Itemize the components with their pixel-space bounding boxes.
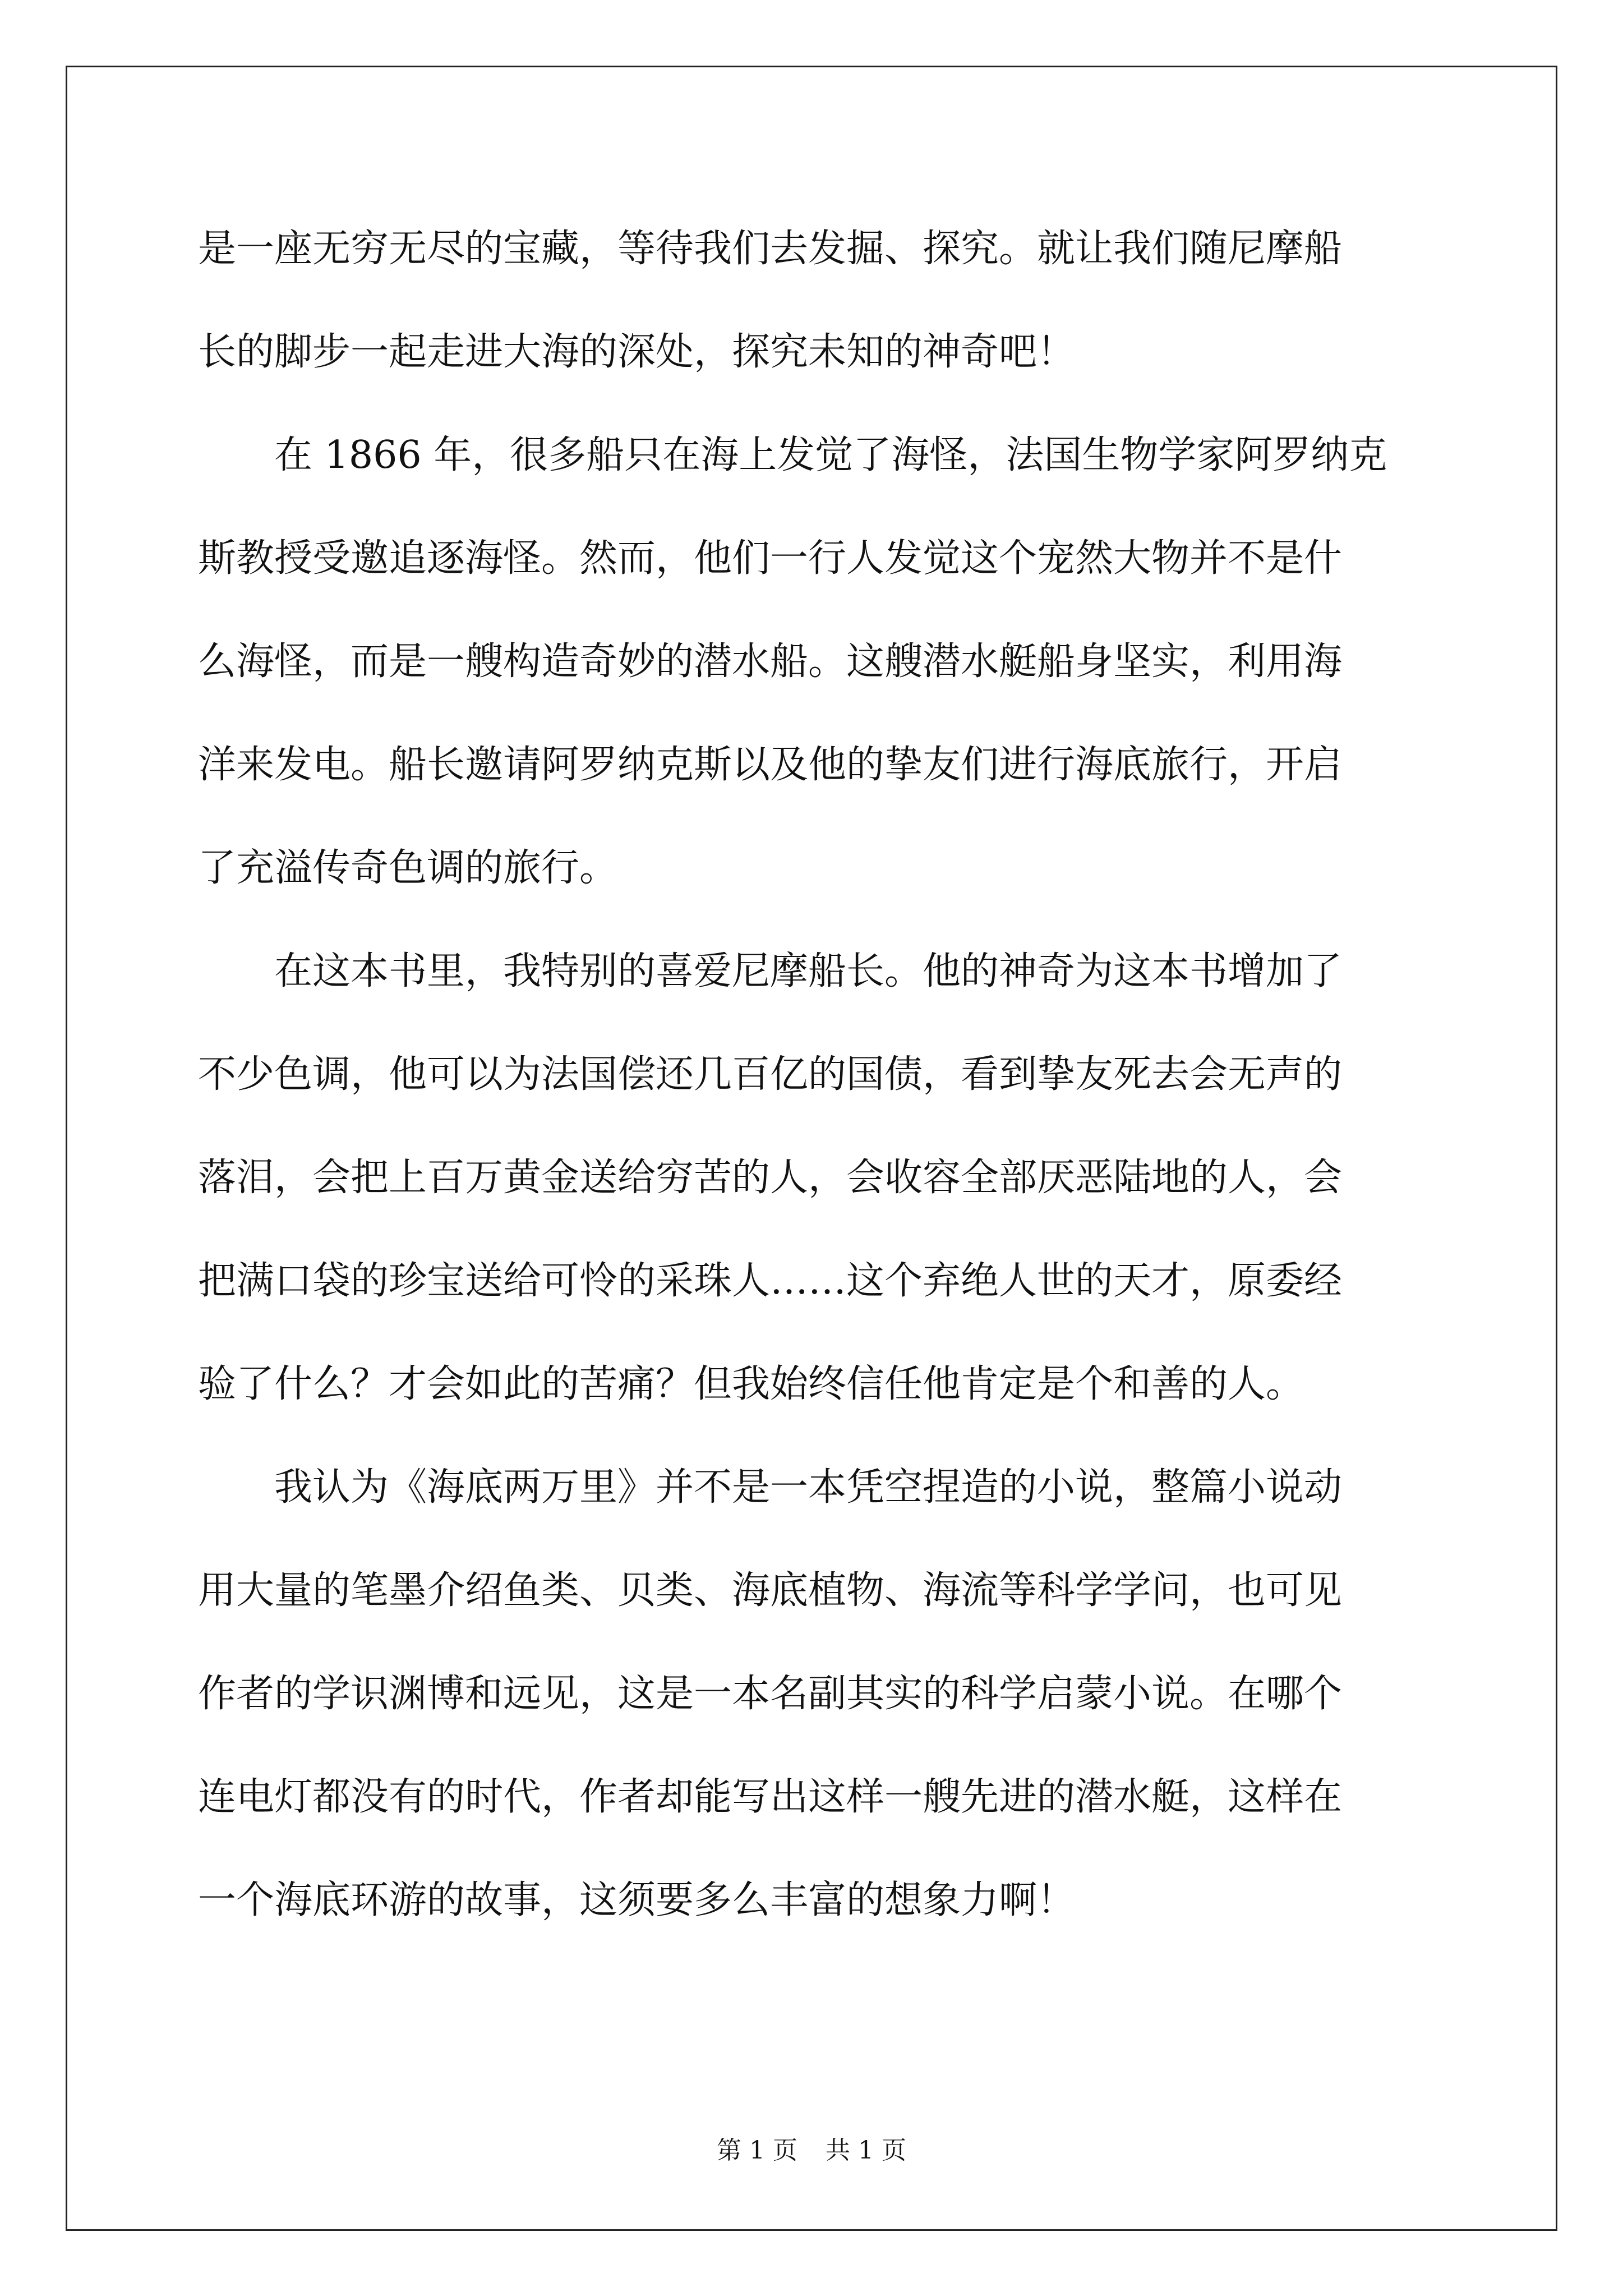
page-footer: [0, 2134, 1623, 2168]
text-line: 斯教授受邀追逐海怪。然而，他们一行人发觉这个宠然大物并不是什: [198, 536, 1343, 581]
text-line: 长的脚步一起走进大海的深处，探究未知的神奇吧！: [198, 330, 1076, 374]
document-body: [198, 197, 1437, 1952]
page-number-current: 第 1 页: [717, 2136, 797, 2165]
text-line: 洋来发电。船长邀请阿罗纳克斯以及他的挚友们进行海底旅行，开启: [198, 743, 1343, 787]
text-line: 落泪，会把上百万黄金送给穷苦的人，会收容全部厌恶陆地的人，会: [198, 1156, 1343, 1200]
text-line: 一个海底环游的故事，这须要多么丰富的想象力啊！: [198, 1878, 1076, 1922]
text-line: 作者的学识渊博和远见，这是一本名副其实的科学启蒙小说。在哪个: [198, 1672, 1343, 1716]
text-line: 了充溢传奇色调的旅行。: [198, 846, 618, 890]
text-line: 在 1866 年，很多船只在海上发觉了海怪，法国生物学家阿罗纳克: [198, 433, 1387, 477]
text-line: 在这本书里，我特别的喜爱尼摩船长。他的神奇为这本书增加了: [198, 949, 1343, 993]
text-line: 是一座无穷无尽的宝藏，等待我们去发掘、探究。就让我们随尼摩船: [198, 227, 1343, 271]
text-line: 么海怪，而是一艘构造奇妙的潜水船。这艘潜水艇船身坚实，利用海: [198, 639, 1343, 684]
text-line: 连电灯都没有的时代，作者却能写出这样一艘先进的潜水艇，这样在: [198, 1775, 1343, 1819]
text-line: 用大量的笔墨介绍鱼类、贝类、海底植物、海流等科学学问，也可见: [198, 1568, 1343, 1613]
page-number-total: 共 1 页: [826, 2136, 906, 2165]
text-line: 把满口袋的珍宝送给可怜的采珠人……这个弃绝人世的天才，原委经: [198, 1259, 1343, 1303]
text-line: 验了什么？才会如此的苦痛？但我始终信任他肯定是个和善的人。: [198, 1362, 1304, 1406]
text-line: 不少色调，他可以为法国偿还几百亿的国债，看到挚友死去会无声的: [198, 1052, 1343, 1097]
text-line: 我认为《海底两万里》并不是一本凭空捏造的小说，整篇小说动: [198, 1465, 1343, 1510]
